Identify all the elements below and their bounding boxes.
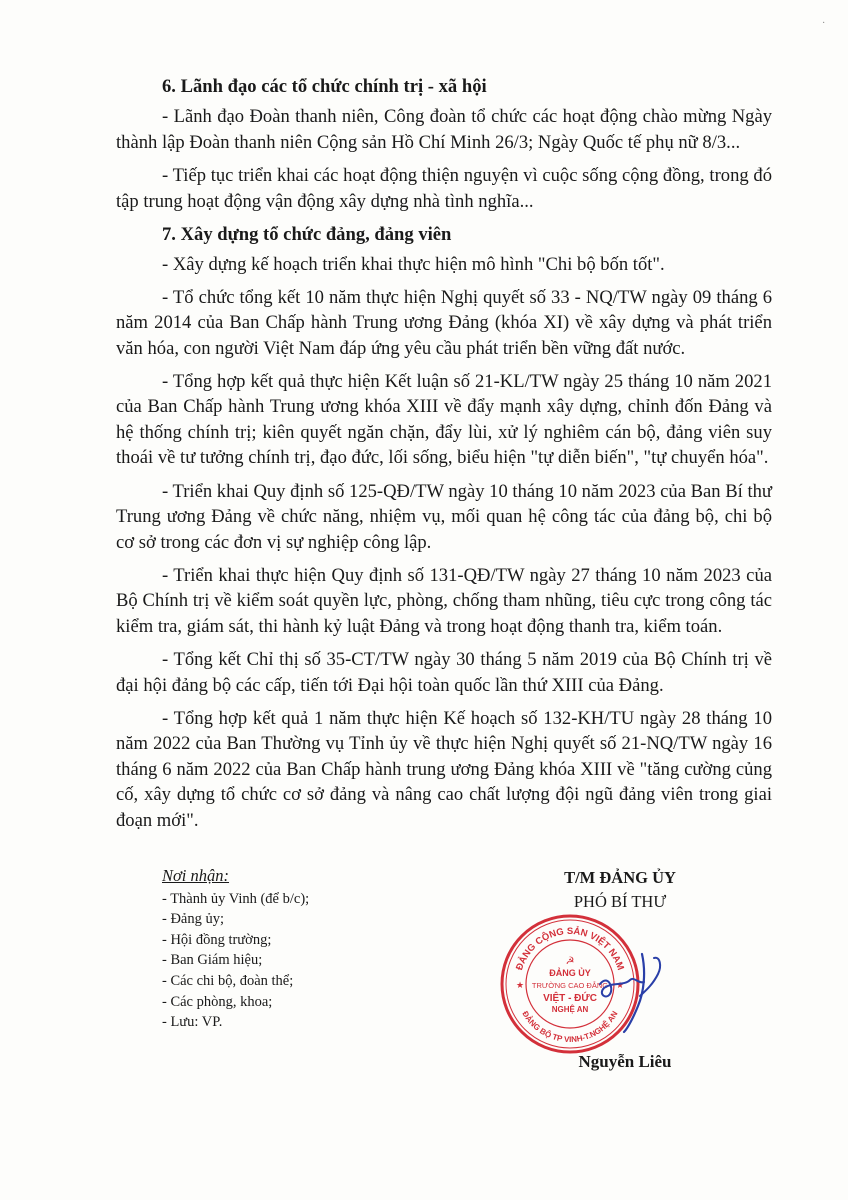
signature-block <box>520 866 720 914</box>
section-7-paragraph: - Tổng hợp kết quả 1 năm thực hiện Kế hoạch số 132-KH/TU ngày 28 tháng 10 năm 2022 của Ban Thường vụ Tỉnh ủy về thực hiện Nghị quyết số 21-NQ/TW ngày 16 tháng 6 năm 2022 của Ban Chấp hành trung ương Đảng khóa XIII về "tăng cường củng cố, xây dựng tổ chức cơ sở đảng và nâng cao chất lượng đội ngũ đảng viên trong giai đoạn mới". <box>116 707 772 831</box>
recipient-item: - Lưu: VP. <box>162 1014 223 1031</box>
recipients-title: Nơi nhận: <box>162 866 230 885</box>
recipients-block <box>162 866 462 1033</box>
section-7-paragraph: - Xây dựng kế hoạch triển khai thực hiện mô hình "Chi bộ bốn tốt". <box>162 254 665 276</box>
seal-star-icon: ★ <box>616 981 625 991</box>
seal-center-line: TRƯỜNG CAO ĐẲNG <box>531 981 609 990</box>
section-heading-6: 6. Lãnh đạo các tổ chức chính trị - xã hội <box>162 76 487 97</box>
scan-mark: · <box>822 18 826 29</box>
section-7-paragraph: - Tổng hợp kết quả thực hiện Kết luận số 21-KL/TW ngày 25 tháng 10 năm 2021 của Ban Chấp hành Trung ương khóa XIII về đẩy mạnh xây dựng, chỉnh đốn Đảng và hệ thống chính trị; kiên quyết ngăn chặn, đẩy lùi, xử lý nghiêm cán bộ, đảng viên suy thoái về tư tưởng chính trị, đạo đức, lối sống, biểu hiện "tự diễn biến", "tự chuyển hóa". <box>116 371 772 469</box>
hammer-sickle-icon: ☭ <box>565 956 575 967</box>
section-6-paragraph: - Lãnh đạo Đoàn thanh niên, Công đoàn tổ chức các hoạt động chào mừng Ngày thành lập Đoàn thanh niên Cộng sản Hồ Chí Minh 26/3; Ngày Quốc tế phụ nữ 8/3... <box>116 106 772 153</box>
seal-outer-text: ĐẢNG CỘNG SẢN VIỆT NAM <box>514 925 626 972</box>
signer-name: Nguyễn Liêu <box>578 1052 672 1071</box>
section-7-paragraph: - Triển khai thực hiện Quy định số 131-QĐ/TW ngày 27 tháng 10 năm 2023 của Bộ Chính trị về kiểm soát quyền lực, phòng, chống tham nhũng, tiêu cực trong công tác kiểm tra, giám sát, thi hành kỷ luật Đảng và trong hoạt động thanh tra, kiểm toán. <box>116 564 772 637</box>
section-7-paragraph: - Triển khai Quy định số 125-QĐ/TW ngày 10 tháng 10 năm 2023 của Ban Bí thư Trung ương Đảng về chức năng, nhiệm vụ, mối quan hệ công tác của đảng bộ, chi bộ cơ sở trong các đơn vị sự nghiệp công lập. <box>116 480 772 553</box>
recipients-list <box>162 889 462 1033</box>
recipient-item: - Ban Giám hiệu; <box>162 952 263 969</box>
seal-center-line: ĐẢNG ỦY <box>549 968 591 978</box>
section-7-paragraph: - Tổ chức tổng kết 10 năm thực hiện Nghị quyết số 33 - NQ/TW ngày 09 tháng 6 năm 2014 của Ban Chấp hành Trung ương Đảng (khóa XI) về xây dựng và phát triển văn hóa, con người Việt Nam đáp ứng yêu cầu phát triển bền vững đất nước. <box>116 286 772 359</box>
seal-star-icon: ★ <box>516 981 525 991</box>
recipient-item: - Hội đồng trường; <box>162 931 272 948</box>
recipient-item: - Các chi bộ, đoàn thể; <box>162 972 294 989</box>
seal-bottom-text: ĐẢNG BỘ TP VINH-T.NGHỆ AN <box>520 1009 620 1045</box>
recipient-item: - Thành ủy Vinh (để b/c); <box>162 890 310 907</box>
recipient-item: - Đảng ủy; <box>162 911 225 928</box>
signature-position: PHÓ BÍ THƯ <box>573 892 667 911</box>
signature-title: T/M ĐẢNG ỦY <box>564 868 676 887</box>
seal-center-line: NGHỆ AN <box>551 1005 589 1014</box>
seal-center-line: VIỆT - ĐỨC <box>543 993 597 1004</box>
section-7-paragraph: - Tổng kết Chỉ thị số 35-CT/TW ngày 30 tháng 5 năm 2019 của Bộ Chính trị về đại hội đảng bộ các cấp, tiến tới Đại hội toàn quốc lần thứ XIII của Đảng. <box>116 649 772 696</box>
section-6-paragraph: - Tiếp tục triển khai các hoạt động thiện nguyện vì cuộc sống cộng đồng, trong đó tập trung hoạt động vận động xây dựng nhà tình nghĩa... <box>116 165 772 212</box>
section-heading-7: 7. Xây dựng tổ chức đảng, đảng viên <box>162 224 452 246</box>
handwritten-signature <box>594 944 694 1034</box>
recipient-item: - Các phòng, khoa; <box>162 993 273 1010</box>
document-body <box>116 74 772 841</box>
